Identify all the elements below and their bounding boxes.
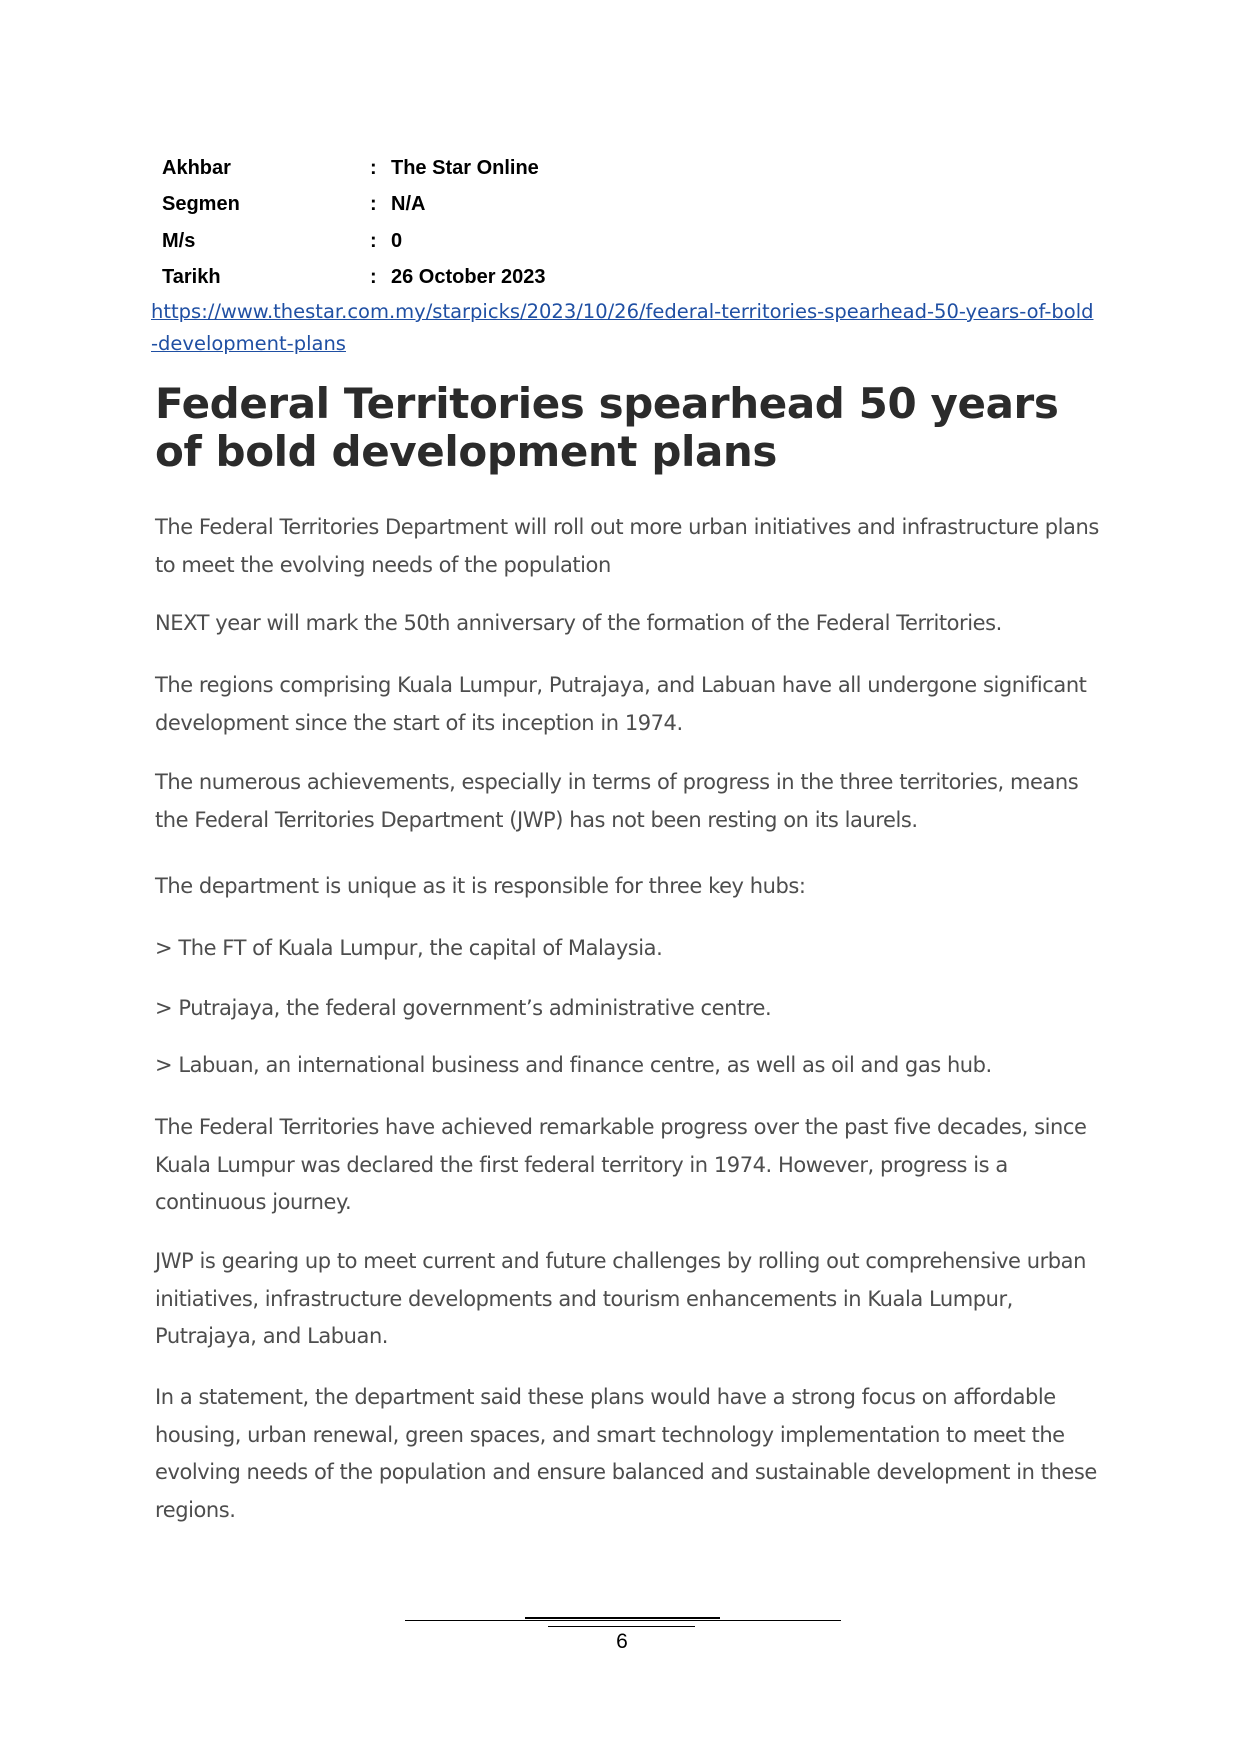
article-paragraph: The numerous achievements, especially in terms of progress in the three territories, means the Federal Territories Department (JWP) has not been resting on its laurels. bbox=[155, 770, 1079, 832]
article-paragraph: In a statement, the department said these plans would have a strong focus on affordable housing, urban renewal, green spaces, and smart technology implementation to meet the evolving needs of the population and ensure balanced and sustainable development in these regions. bbox=[155, 1385, 1097, 1522]
article-list-item: > The FT of Kuala Lumpur, the capital of Malaysia. bbox=[155, 936, 663, 960]
source-link[interactable]: https://www.thestar.com.my/starpicks/2023/10/26/federal-territories-spearhead-50-years-of-bold-development-plans bbox=[151, 300, 1094, 355]
meta-value: N/A bbox=[391, 193, 426, 216]
meta-value: 26 October 2023 bbox=[391, 266, 546, 289]
article-headline: Federal Territories spearhead 50 years of bold development plans bbox=[155, 379, 1059, 476]
article-paragraph: The regions comprising Kuala Lumpur, Putrajaya, and Labuan have all undergone significant development since the start of its inception in 1974. bbox=[155, 673, 1087, 735]
article-paragraph: The department is unique as it is responsible for three key hubs: bbox=[155, 874, 806, 898]
meta-label: M/s bbox=[162, 229, 196, 252]
footer-divider bbox=[548, 1626, 695, 1627]
footer-divider bbox=[405, 1620, 841, 1621]
article-list-item: > Putrajaya, the federal government’s administrative centre. bbox=[155, 996, 772, 1020]
meta-value: The Star Online bbox=[391, 156, 539, 179]
meta-value: 0 bbox=[391, 229, 403, 252]
meta-label: Tarikh bbox=[162, 266, 221, 289]
page-number: 6 bbox=[616, 1630, 628, 1653]
meta-separator: : bbox=[370, 156, 377, 179]
meta-row-tarikh bbox=[162, 260, 546, 297]
meta-label: Segmen bbox=[162, 193, 240, 216]
meta-separator: : bbox=[370, 266, 377, 289]
article-paragraph: The Federal Territories have achieved remarkable progress over the past five decades, since Kuala Lumpur was declared the first federal territory in 1974. However, progress is a continuous journey. bbox=[155, 1115, 1087, 1214]
article-list-item: > Labuan, an international business and finance centre, as well as oil and gas hub. bbox=[155, 1053, 992, 1077]
meta-label: Akhbar bbox=[162, 156, 231, 179]
article-paragraph: NEXT year will mark the 50th anniversary of the formation of the Federal Territories. bbox=[155, 611, 1002, 635]
meta-row-segmen bbox=[162, 187, 546, 224]
clipping-meta-table bbox=[162, 150, 546, 296]
meta-separator: : bbox=[370, 229, 377, 252]
meta-separator: : bbox=[370, 193, 377, 216]
article-standfirst: The Federal Territories Department will roll out more urban initiatives and infrastructure plans to meet the evolving needs of the population bbox=[155, 515, 1099, 577]
footer-divider bbox=[525, 1617, 720, 1619]
meta-row-ms bbox=[162, 223, 546, 260]
meta-row-akhbar bbox=[162, 150, 546, 187]
article-paragraph: JWP is gearing up to meet current and future challenges by rolling out comprehensive urban initiatives, infrastructure developments and tourism enhancements in Kuala Lumpur, Putrajaya, and Labuan. bbox=[155, 1249, 1086, 1348]
